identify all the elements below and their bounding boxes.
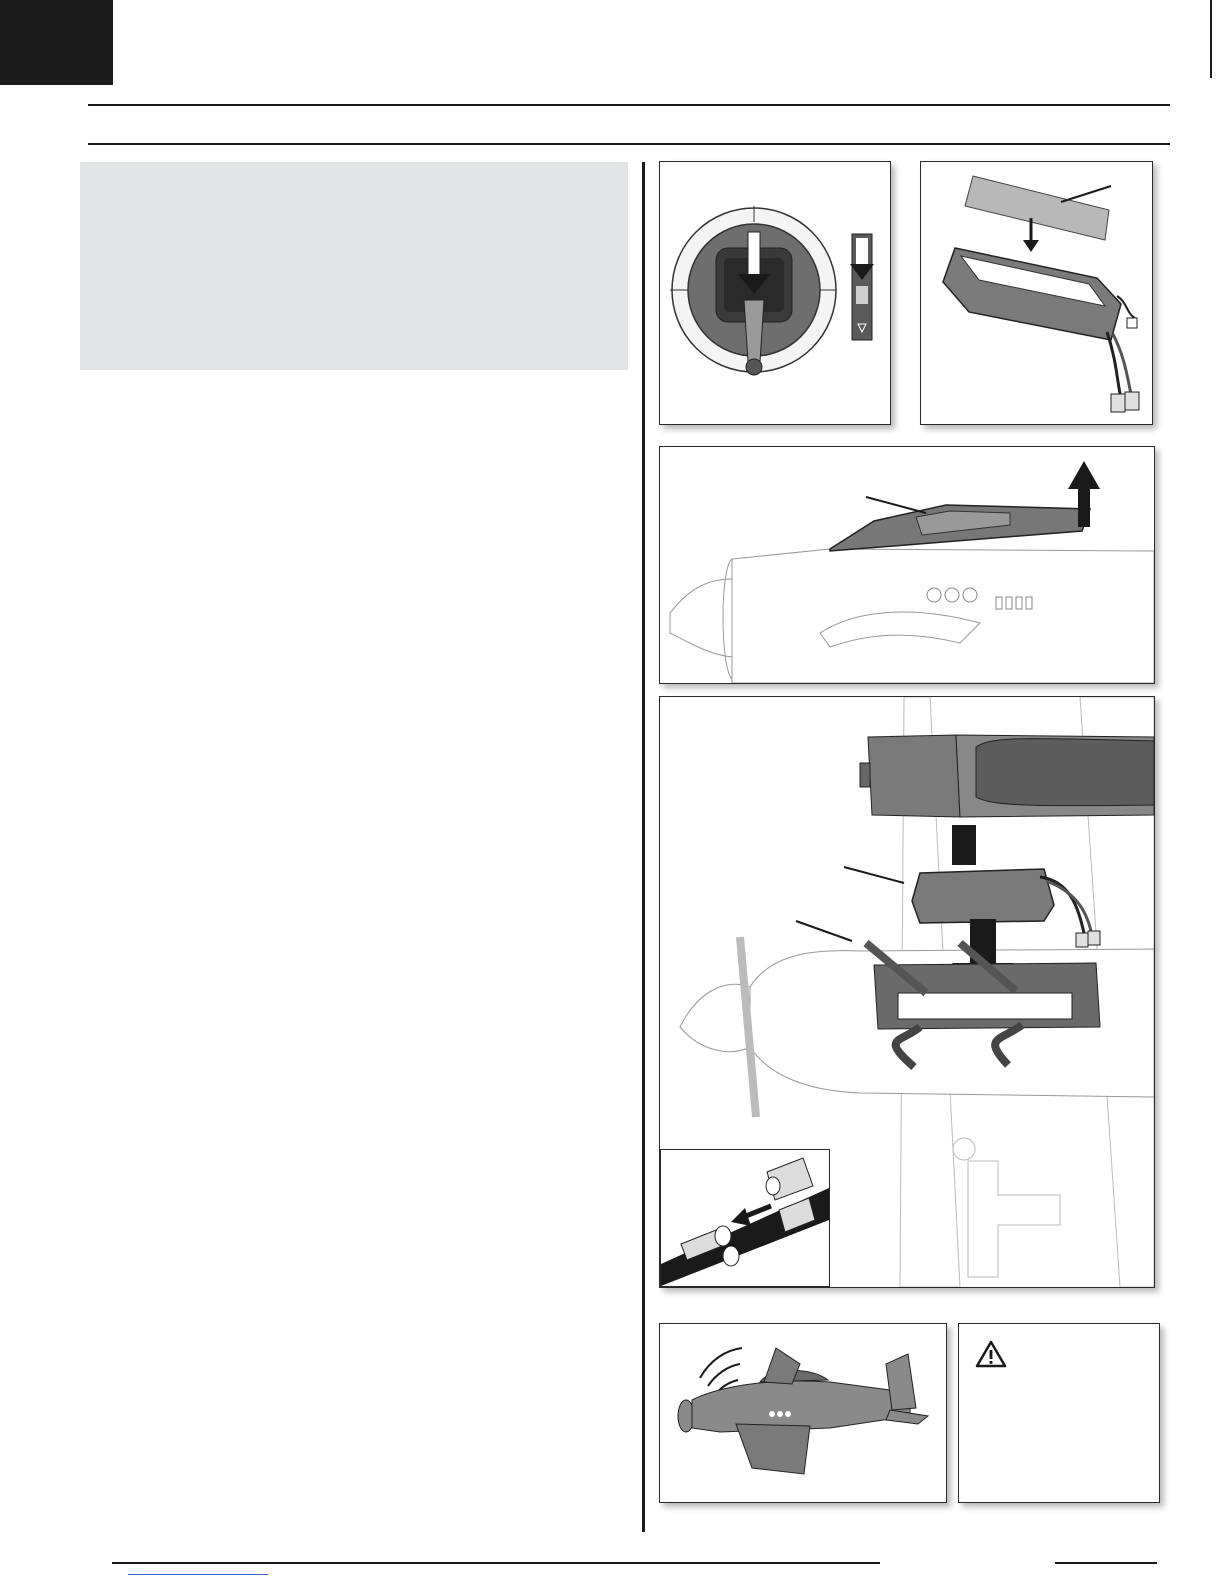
footer-rule-right <box>1055 1562 1157 1564</box>
header-rule-bottom <box>88 143 1170 145</box>
column-divider <box>642 162 645 1532</box>
canopy-icon <box>868 735 960 817</box>
figure-battery-install <box>659 696 1155 1288</box>
warning-box <box>958 1323 1160 1503</box>
figure-throttle-stick-low <box>659 161 891 425</box>
figure-battery-hook-loop <box>920 161 1153 425</box>
figure-esc-arming-tones <box>659 1323 947 1503</box>
hook-loop-strip-icon <box>965 176 1109 240</box>
warning-triangle-icon <box>975 1340 1007 1368</box>
header-rule-top <box>88 104 1170 106</box>
info-box <box>80 162 628 370</box>
footer-rule-left <box>112 1562 880 1564</box>
figure-canopy-removal <box>659 446 1155 684</box>
page-edge-mark <box>1210 0 1212 78</box>
down-arrow-icon <box>1023 240 1039 252</box>
airplane-icon <box>678 1348 928 1474</box>
gimbal-stick-icon <box>660 162 890 424</box>
page-header-tab <box>0 0 113 85</box>
footer-link[interactable] <box>128 1574 268 1575</box>
figure-connector-inset <box>660 1149 830 1287</box>
battery-pack-icon <box>912 869 1054 923</box>
